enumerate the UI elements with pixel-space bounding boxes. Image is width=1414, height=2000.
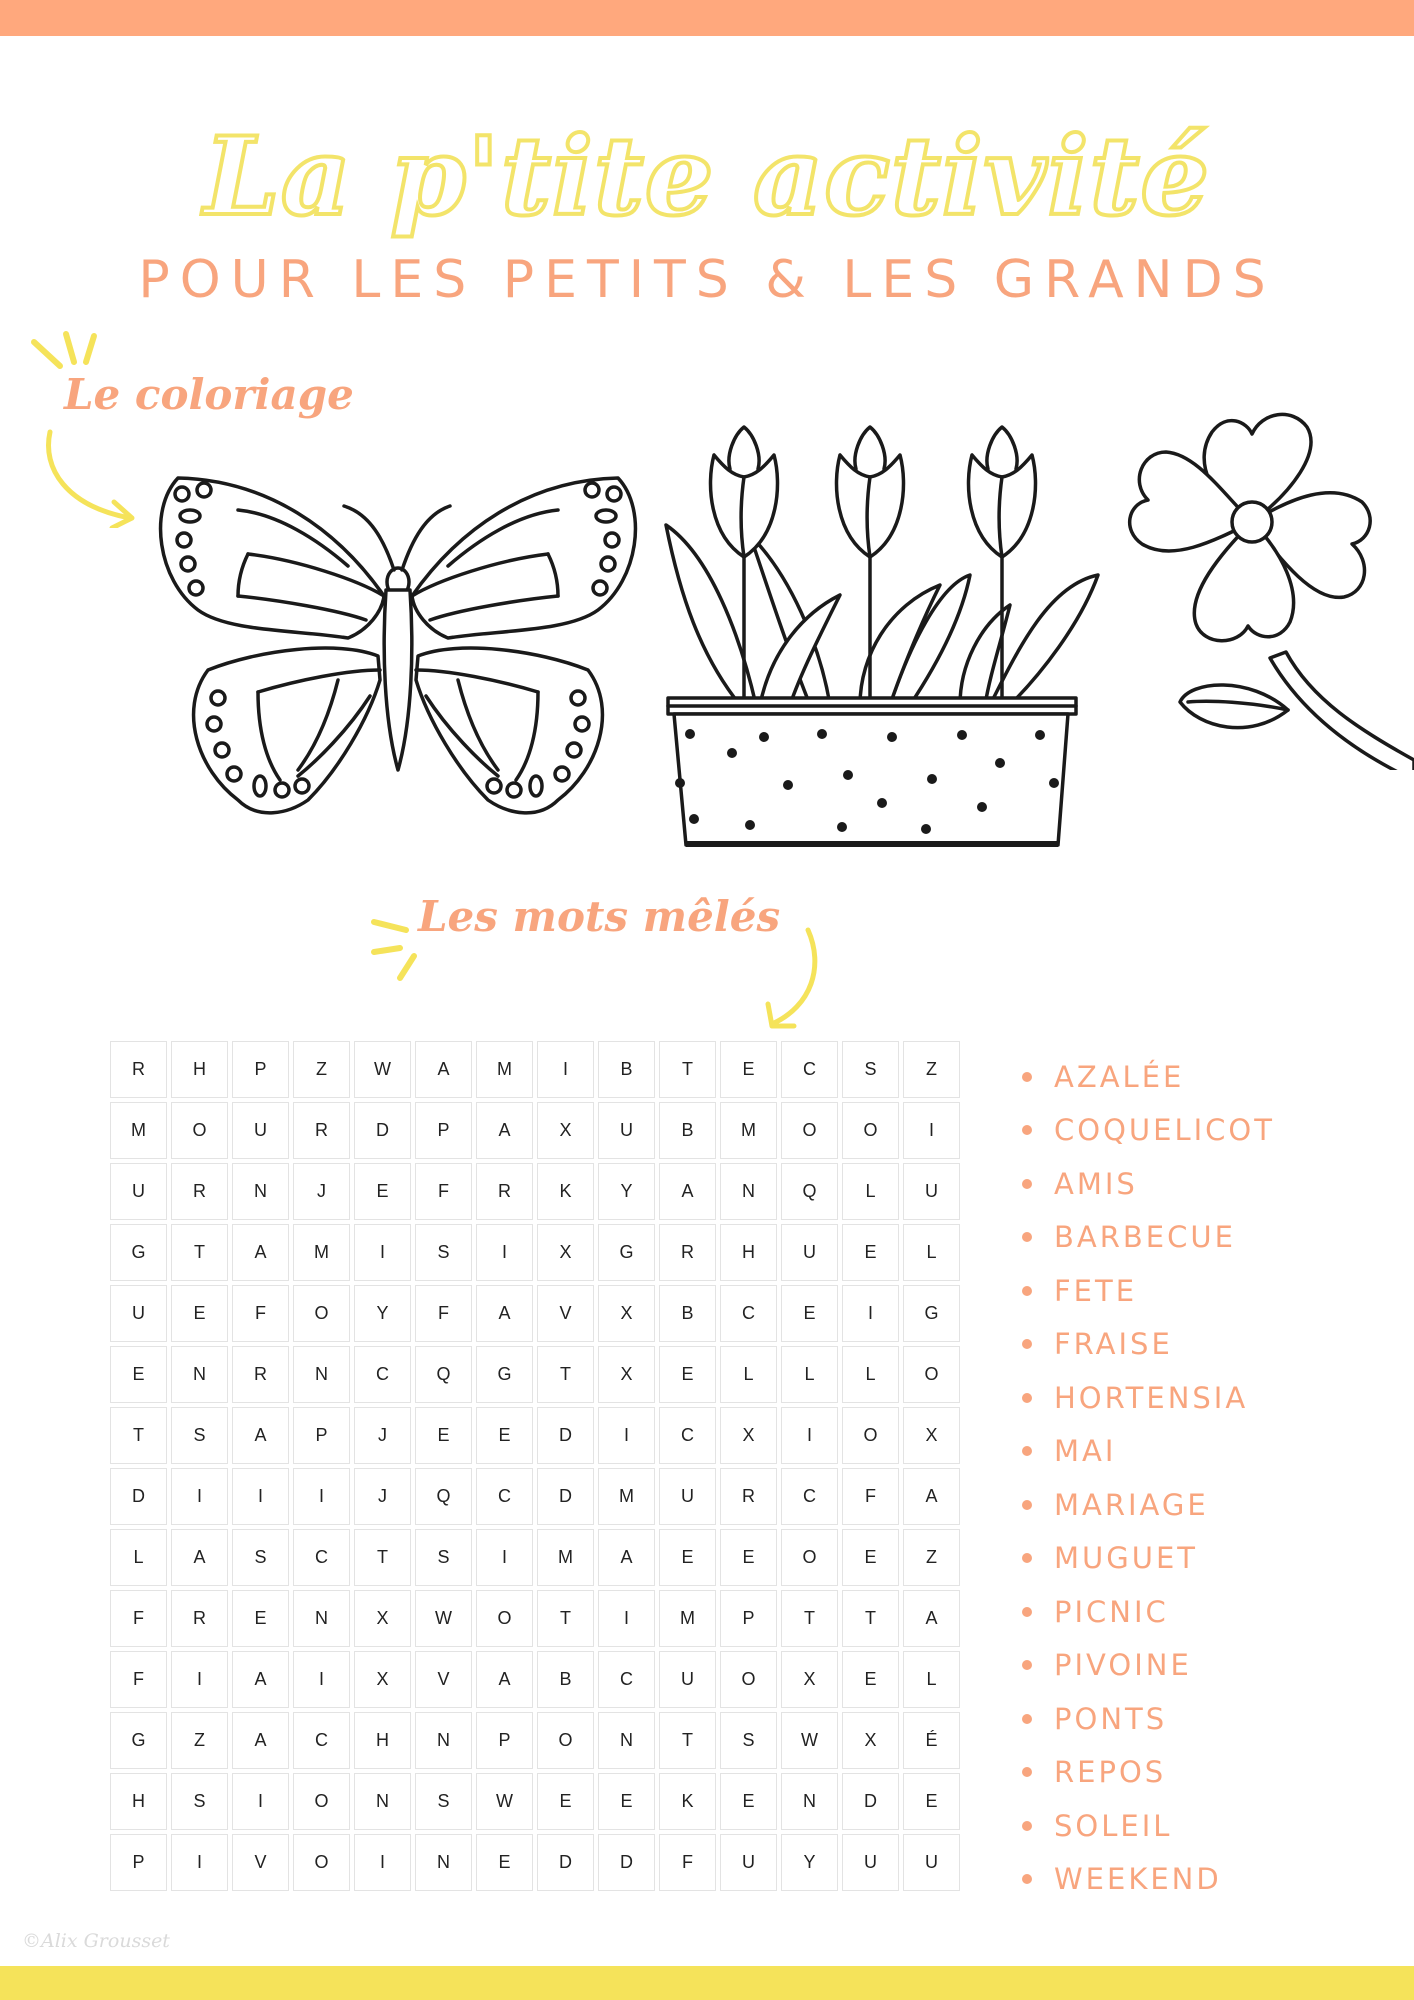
grid-cell[interactable]: U	[903, 1834, 960, 1891]
word-text: WEEKEND	[1054, 1862, 1222, 1897]
word-text: PICNIC	[1054, 1594, 1169, 1629]
grid-cell[interactable]: E	[659, 1346, 716, 1403]
word-text: REPOS	[1054, 1755, 1167, 1790]
word-text: MUGUET	[1054, 1541, 1198, 1576]
grid-cell[interactable]: D	[354, 1102, 411, 1159]
grid-cell[interactable]: R	[720, 1468, 777, 1525]
grid-cell[interactable]: P	[293, 1407, 350, 1464]
grid-cell[interactable]: Z	[293, 1041, 350, 1098]
grid-cell[interactable]: E	[842, 1529, 899, 1586]
grid-cell[interactable]: O	[903, 1346, 960, 1403]
grid-cell[interactable]: F	[110, 1651, 167, 1708]
word-list-item	[1022, 1585, 1275, 1639]
tulip-pot-icon	[660, 425, 1100, 855]
grid-cell[interactable]: W	[476, 1773, 533, 1830]
grid-cell[interactable]: D	[537, 1834, 594, 1891]
word-text: MARIAGE	[1054, 1487, 1209, 1522]
grid-cell[interactable]: F	[842, 1468, 899, 1525]
grid-cell[interactable]: I	[354, 1834, 411, 1891]
grid-cell[interactable]: N	[415, 1712, 472, 1769]
grid-cell[interactable]: I	[232, 1773, 289, 1830]
grid-cell[interactable]: U	[903, 1163, 960, 1220]
word-text: PIVOINE	[1054, 1648, 1192, 1683]
word-text: HORTENSIA	[1054, 1380, 1249, 1415]
grid-cell[interactable]: O	[537, 1712, 594, 1769]
grid-cell[interactable]: J	[293, 1163, 350, 1220]
grid-cell[interactable]: X	[537, 1224, 594, 1281]
grid-cell[interactable]: W	[415, 1590, 472, 1647]
grid-cell[interactable]: X	[598, 1346, 655, 1403]
word-text: AZALÉE	[1054, 1059, 1185, 1094]
grid-cell[interactable]: H	[720, 1224, 777, 1281]
word-list-item	[1022, 1104, 1275, 1158]
grid-cell[interactable]: O	[781, 1102, 838, 1159]
word-list-item	[1022, 1639, 1275, 1693]
grid-cell[interactable]: X	[720, 1407, 777, 1464]
grid-cell[interactable]: E	[110, 1346, 167, 1403]
bullet-icon	[1022, 1500, 1032, 1510]
grid-cell[interactable]: A	[232, 1224, 289, 1281]
word-search-grid	[110, 1041, 960, 1891]
grid-cell[interactable]: B	[659, 1102, 716, 1159]
grid-cell[interactable]: G	[598, 1224, 655, 1281]
grid-cell[interactable]: I	[293, 1468, 350, 1525]
word-list-item	[1022, 1371, 1275, 1425]
grid-cell[interactable]: F	[659, 1834, 716, 1891]
page-subtitle: POUR LES PETITS & LES GRANDS	[138, 250, 1276, 310]
grid-cell[interactable]: M	[537, 1529, 594, 1586]
grid-cell[interactable]: E	[537, 1773, 594, 1830]
grid-cell[interactable]: N	[720, 1163, 777, 1220]
bullet-icon	[1022, 1874, 1032, 1884]
bullet-icon	[1022, 1767, 1032, 1777]
grid-cell[interactable]: D	[537, 1407, 594, 1464]
grid-cell[interactable]: P	[110, 1834, 167, 1891]
bullet-icon	[1022, 1179, 1032, 1189]
grid-cell[interactable]: I	[903, 1102, 960, 1159]
word-text: PONTS	[1054, 1701, 1168, 1736]
bullet-icon	[1022, 1286, 1032, 1296]
grid-cell[interactable]: S	[720, 1712, 777, 1769]
grid-cell[interactable]: L	[903, 1224, 960, 1281]
grid-cell[interactable]: O	[171, 1102, 228, 1159]
grid-cell[interactable]: W	[354, 1041, 411, 1098]
grid-cell[interactable]: F	[415, 1163, 472, 1220]
grid-cell[interactable]: P	[720, 1590, 777, 1647]
grid-cell[interactable]: D	[537, 1468, 594, 1525]
grid-cell[interactable]: A	[232, 1407, 289, 1464]
word-list	[1022, 1050, 1275, 1906]
grid-cell[interactable]: U	[659, 1651, 716, 1708]
grid-cell[interactable]: E	[903, 1773, 960, 1830]
grid-cell[interactable]: T	[110, 1407, 167, 1464]
grid-cell[interactable]: U	[232, 1102, 289, 1159]
grid-cell[interactable]: S	[171, 1407, 228, 1464]
grid-cell[interactable]: C	[476, 1468, 533, 1525]
grid-cell[interactable]: B	[659, 1285, 716, 1342]
grid-cell[interactable]: L	[110, 1529, 167, 1586]
grid-cell[interactable]: Y	[354, 1285, 411, 1342]
grid-cell[interactable]: E	[476, 1407, 533, 1464]
grid-cell[interactable]: E	[659, 1529, 716, 1586]
grid-cell[interactable]: E	[415, 1407, 472, 1464]
grid-cell[interactable]: E	[720, 1041, 777, 1098]
grid-cell[interactable]: U	[110, 1163, 167, 1220]
grid-cell[interactable]: G	[110, 1712, 167, 1769]
grid-cell[interactable]: A	[476, 1285, 533, 1342]
grid-cell[interactable]: N	[415, 1834, 472, 1891]
word-list-item	[1022, 1264, 1275, 1318]
grid-cell[interactable]: A	[476, 1651, 533, 1708]
grid-cell[interactable]: S	[171, 1773, 228, 1830]
bullet-icon	[1022, 1232, 1032, 1242]
word-text: BARBECUE	[1054, 1220, 1236, 1255]
grid-cell[interactable]: E	[354, 1163, 411, 1220]
grid-cell[interactable]: I	[598, 1407, 655, 1464]
coloring-section-label: Le coloriage	[64, 370, 354, 419]
grid-cell[interactable]: S	[415, 1529, 472, 1586]
grid-cell[interactable]: T	[171, 1224, 228, 1281]
grid-cell[interactable]: A	[415, 1041, 472, 1098]
grid-cell[interactable]: U	[781, 1224, 838, 1281]
grid-cell[interactable]: M	[293, 1224, 350, 1281]
grid-cell[interactable]: C	[781, 1468, 838, 1525]
flower-icon	[1100, 380, 1414, 770]
grid-cell[interactable]: C	[781, 1041, 838, 1098]
bullet-icon	[1022, 1125, 1032, 1135]
grid-cell[interactable]: X	[354, 1651, 411, 1708]
grid-cell[interactable]: R	[476, 1163, 533, 1220]
grid-cell[interactable]: N	[598, 1712, 655, 1769]
grid-cell[interactable]: A	[232, 1651, 289, 1708]
word-list-item	[1022, 1532, 1275, 1586]
word-list-item	[1022, 1799, 1275, 1853]
word-text: MAI	[1054, 1434, 1117, 1469]
grid-cell[interactable]: U	[659, 1468, 716, 1525]
page-title: La p'tite activité	[203, 114, 1211, 240]
grid-cell[interactable]: U	[110, 1285, 167, 1342]
grid-cell[interactable]: B	[598, 1041, 655, 1098]
top-color-band	[0, 0, 1414, 36]
grid-cell[interactable]: Q	[415, 1468, 472, 1525]
grid-cell[interactable]: C	[293, 1712, 350, 1769]
grid-cell[interactable]: M	[659, 1590, 716, 1647]
curved-arrow-icon	[752, 926, 822, 1032]
grid-cell[interactable]: O	[842, 1407, 899, 1464]
grid-cell[interactable]: O	[720, 1651, 777, 1708]
grid-cell[interactable]: E	[842, 1651, 899, 1708]
grid-cell[interactable]: O	[293, 1285, 350, 1342]
grid-cell[interactable]: X	[598, 1285, 655, 1342]
grid-cell[interactable]: X	[537, 1102, 594, 1159]
grid-cell[interactable]: T	[537, 1590, 594, 1647]
grid-cell[interactable]: R	[293, 1102, 350, 1159]
grid-cell[interactable]: N	[781, 1773, 838, 1830]
grid-cell[interactable]: E	[598, 1773, 655, 1830]
grid-cell[interactable]: H	[354, 1712, 411, 1769]
grid-cell[interactable]: W	[781, 1712, 838, 1769]
grid-cell[interactable]: E	[720, 1773, 777, 1830]
word-list-item	[1022, 1425, 1275, 1479]
grid-cell[interactable]: Z	[171, 1712, 228, 1769]
grid-cell[interactable]: I	[781, 1407, 838, 1464]
grid-cell[interactable]: L	[842, 1346, 899, 1403]
bullet-icon	[1022, 1446, 1032, 1456]
grid-cell[interactable]: É	[903, 1712, 960, 1769]
word-text: SOLEIL	[1054, 1808, 1173, 1843]
grid-cell[interactable]: A	[232, 1712, 289, 1769]
grid-cell[interactable]: H	[171, 1041, 228, 1098]
grid-cell[interactable]: Y	[598, 1163, 655, 1220]
grid-cell[interactable]: P	[415, 1102, 472, 1159]
grid-cell[interactable]: K	[537, 1163, 594, 1220]
grid-cell[interactable]: I	[842, 1285, 899, 1342]
bottom-color-band	[0, 1966, 1414, 2000]
word-list-item	[1022, 1211, 1275, 1265]
curved-arrow-icon	[36, 428, 146, 528]
grid-cell[interactable]: N	[293, 1346, 350, 1403]
grid-cell[interactable]: S	[842, 1041, 899, 1098]
grid-cell[interactable]: I	[293, 1651, 350, 1708]
grid-cell[interactable]: Y	[781, 1834, 838, 1891]
grid-cell[interactable]: H	[110, 1773, 167, 1830]
grid-cell[interactable]: I	[476, 1529, 533, 1586]
grid-cell[interactable]: I	[354, 1224, 411, 1281]
grid-cell[interactable]: A	[659, 1163, 716, 1220]
grid-cell[interactable]: Z	[903, 1041, 960, 1098]
grid-cell[interactable]: U	[720, 1834, 777, 1891]
grid-cell[interactable]: N	[293, 1590, 350, 1647]
grid-cell[interactable]: P	[476, 1712, 533, 1769]
grid-cell[interactable]: R	[110, 1041, 167, 1098]
grid-cell[interactable]: F	[232, 1285, 289, 1342]
grid-cell[interactable]: E	[476, 1834, 533, 1891]
grid-cell[interactable]: L	[903, 1651, 960, 1708]
grid-cell[interactable]: I	[598, 1590, 655, 1647]
grid-cell[interactable]: F	[415, 1285, 472, 1342]
grid-cell[interactable]: L	[720, 1346, 777, 1403]
grid-cell[interactable]: L	[842, 1163, 899, 1220]
grid-cell[interactable]: E	[171, 1285, 228, 1342]
grid-cell[interactable]: J	[354, 1407, 411, 1464]
grid-cell[interactable]: M	[476, 1041, 533, 1098]
grid-cell[interactable]: E	[781, 1285, 838, 1342]
grid-cell[interactable]: K	[659, 1773, 716, 1830]
bullet-icon	[1022, 1660, 1032, 1670]
bullet-icon	[1022, 1714, 1032, 1724]
grid-cell[interactable]: X	[354, 1590, 411, 1647]
grid-cell[interactable]: G	[476, 1346, 533, 1403]
grid-cell[interactable]: V	[537, 1285, 594, 1342]
grid-cell[interactable]: A	[171, 1529, 228, 1586]
grid-cell[interactable]: U	[842, 1834, 899, 1891]
grid-cell[interactable]: I	[537, 1041, 594, 1098]
grid-cell[interactable]: Z	[903, 1529, 960, 1586]
grid-cell[interactable]: S	[232, 1529, 289, 1586]
grid-cell[interactable]: A	[903, 1590, 960, 1647]
grid-cell[interactable]: T	[659, 1712, 716, 1769]
word-text: FRAISE	[1054, 1327, 1173, 1362]
bullet-icon	[1022, 1821, 1032, 1831]
grid-cell[interactable]: X	[842, 1712, 899, 1769]
grid-cell[interactable]: N	[171, 1346, 228, 1403]
word-list-item	[1022, 1050, 1275, 1104]
grid-cell[interactable]: T	[537, 1346, 594, 1403]
grid-cell[interactable]: J	[354, 1468, 411, 1525]
grid-cell[interactable]: Q	[415, 1346, 472, 1403]
grid-cell[interactable]: S	[415, 1773, 472, 1830]
bullet-icon	[1022, 1339, 1032, 1349]
grid-cell[interactable]: C	[720, 1285, 777, 1342]
grid-cell[interactable]: T	[842, 1590, 899, 1647]
word-list-item	[1022, 1692, 1275, 1746]
grid-cell[interactable]: V	[232, 1834, 289, 1891]
grid-cell[interactable]: R	[232, 1346, 289, 1403]
grid-cell[interactable]: G	[903, 1285, 960, 1342]
word-list-item	[1022, 1478, 1275, 1532]
grid-cell[interactable]: O	[781, 1529, 838, 1586]
grid-cell[interactable]: I	[171, 1651, 228, 1708]
grid-cell[interactable]: T	[354, 1529, 411, 1586]
bullet-icon	[1022, 1072, 1032, 1082]
grid-cell[interactable]: R	[171, 1590, 228, 1647]
grid-cell[interactable]: S	[415, 1224, 472, 1281]
grid-cell[interactable]: O	[293, 1834, 350, 1891]
bullet-icon	[1022, 1393, 1032, 1403]
word-text: COQUELICOT	[1054, 1113, 1275, 1148]
grid-cell[interactable]: V	[415, 1651, 472, 1708]
grid-cell[interactable]: C	[354, 1346, 411, 1403]
grid-cell[interactable]: L	[781, 1346, 838, 1403]
grid-cell[interactable]: C	[293, 1529, 350, 1586]
grid-cell[interactable]: O	[293, 1773, 350, 1830]
grid-cell[interactable]: C	[598, 1651, 655, 1708]
wordsearch-section-label: Les mots mêlés	[418, 892, 781, 941]
word-text: FETE	[1054, 1273, 1138, 1308]
grid-cell[interactable]: I	[476, 1224, 533, 1281]
grid-cell[interactable]: I	[171, 1834, 228, 1891]
grid-cell[interactable]: A	[903, 1468, 960, 1525]
grid-cell[interactable]: D	[842, 1773, 899, 1830]
grid-cell[interactable]: B	[537, 1651, 594, 1708]
grid-cell[interactable]: O	[476, 1590, 533, 1647]
grid-cell[interactable]: M	[720, 1102, 777, 1159]
grid-cell[interactable]: I	[232, 1468, 289, 1525]
word-list-item	[1022, 1157, 1275, 1211]
grid-cell[interactable]: E	[720, 1529, 777, 1586]
word-list-item	[1022, 1746, 1275, 1800]
grid-cell[interactable]: I	[171, 1468, 228, 1525]
grid-cell[interactable]: U	[598, 1102, 655, 1159]
grid-cell[interactable]: N	[354, 1773, 411, 1830]
grid-cell[interactable]: O	[842, 1102, 899, 1159]
grid-cell[interactable]: N	[232, 1163, 289, 1220]
grid-cell[interactable]: G	[110, 1224, 167, 1281]
grid-cell[interactable]: Q	[781, 1163, 838, 1220]
grid-cell[interactable]: A	[476, 1102, 533, 1159]
word-list-item	[1022, 1318, 1275, 1372]
grid-cell[interactable]: T	[659, 1041, 716, 1098]
grid-cell[interactable]: X	[781, 1651, 838, 1708]
word-text: AMIS	[1054, 1166, 1138, 1201]
grid-cell[interactable]: T	[781, 1590, 838, 1647]
grid-cell[interactable]: R	[171, 1163, 228, 1220]
grid-cell[interactable]: E	[232, 1590, 289, 1647]
grid-cell[interactable]: X	[903, 1407, 960, 1464]
grid-cell[interactable]: E	[842, 1224, 899, 1281]
bullet-icon	[1022, 1553, 1032, 1563]
grid-cell[interactable]: P	[232, 1041, 289, 1098]
grid-cell[interactable]: F	[110, 1590, 167, 1647]
grid-cell[interactable]: R	[659, 1224, 716, 1281]
grid-cell[interactable]: C	[659, 1407, 716, 1464]
word-list-item	[1022, 1853, 1275, 1907]
grid-cell[interactable]: D	[110, 1468, 167, 1525]
butterfly-icon	[148, 470, 648, 840]
bullet-icon	[1022, 1607, 1032, 1617]
grid-cell[interactable]: D	[598, 1834, 655, 1891]
grid-cell[interactable]: A	[598, 1529, 655, 1586]
credit-signature: ©Alix Grousset	[22, 1930, 170, 1952]
grid-cell[interactable]: M	[598, 1468, 655, 1525]
grid-cell[interactable]: M	[110, 1102, 167, 1159]
